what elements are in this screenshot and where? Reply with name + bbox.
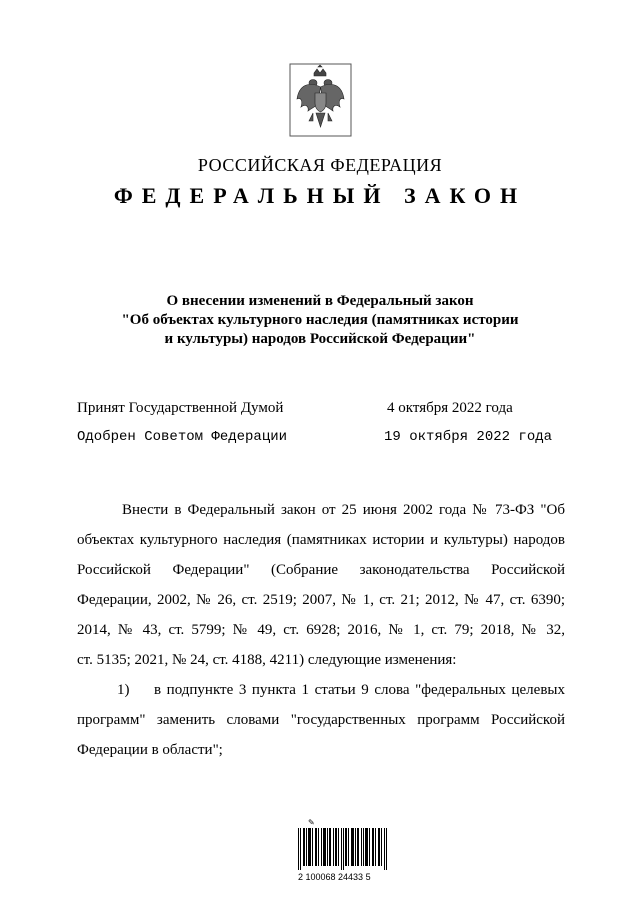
duma-adoption-date: 4 октября 2022 года bbox=[387, 400, 513, 416]
body-line: программ" заменить словами "государственных программ Российской bbox=[77, 712, 565, 728]
barcode-number: 2 100068 24433 5 bbox=[298, 872, 371, 882]
list-item-number: 1) bbox=[117, 682, 130, 698]
law-body bbox=[77, 495, 565, 765]
body-line: Российской Федерации" (Собрание законодательства Российской bbox=[77, 562, 565, 578]
body-line: 2014, № 43, ст. 5799; № 49, ст. 6928; 2016, № 1, ст. 79; 2018, № 32, bbox=[77, 622, 565, 638]
country-name: РОССИЙСКАЯ ФЕДЕРАЦИЯ bbox=[197, 155, 443, 175]
barcode-mark-icon: ✎ bbox=[308, 818, 315, 827]
coat-of-arms-icon bbox=[289, 63, 352, 137]
council-approval-label: Одобрен Советом Федерации bbox=[77, 429, 288, 445]
duma-adoption-label: Принят Государственной Думой bbox=[77, 400, 284, 416]
law-title-line: О внесении изменений в Федеральный закон bbox=[166, 293, 474, 309]
law-title bbox=[0, 292, 640, 349]
document-type: ФЕДЕРАЛЬНЫЙ ЗАКОН bbox=[113, 183, 527, 208]
body-line: ст. 5135; 2021, № 24, ст. 4188, 4211) следующие изменения: bbox=[77, 652, 457, 668]
body-line: Внести в Федеральный закон от 25 июня 2002 года № 73-ФЗ "Об bbox=[122, 502, 565, 518]
list-item bbox=[77, 675, 565, 705]
law-title-line: "Об объектах культурного наследия (памятниках истории bbox=[121, 312, 519, 328]
law-title-line: и культуры) народов Российской Федерации" bbox=[164, 331, 476, 347]
body-line: объектах культурного наследия (памятниках истории и культуры) народов bbox=[77, 532, 565, 548]
body-line: Федерации, 2002, № 26, ст. 2519; 2007, № 1, ст. 21; 2012, № 47, ст. 6390; bbox=[77, 592, 565, 608]
list-item-text: в подпункте 3 пункта 1 статьи 9 слова "федеральных целевых bbox=[154, 682, 565, 698]
body-line: Федерации в области"; bbox=[77, 742, 223, 758]
council-approval-date: 19 октября 2022 года bbox=[384, 429, 553, 445]
barcode-bars-icon bbox=[298, 828, 390, 870]
